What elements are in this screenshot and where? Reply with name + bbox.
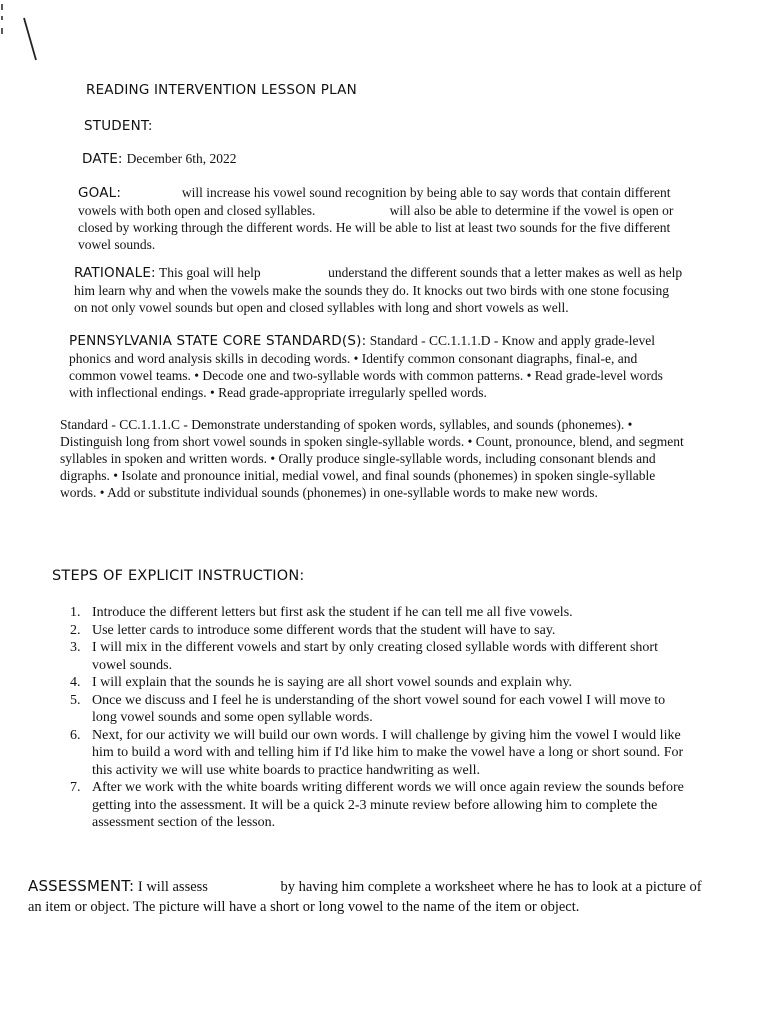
goal-text-2: will also be able to determine if the vowel is open or closed by working through the different words. He will be able to list at least two sounds for the five different vowel sounds. [78, 203, 674, 252]
rationale-section [74, 264, 684, 316]
goal-text-1: will increase his vowel sound recognition by being able to say words that contain different vowels with both open and closed syllables. [78, 185, 671, 218]
step-number: 5. [70, 692, 81, 708]
rationale-name-redacted: _________ [263, 265, 325, 280]
step-item [52, 692, 692, 727]
step-text: Once we discuss and I feel he is understanding of the short vowel sound for each vowel I will move to long vowel sounds and some open syllable words. [92, 692, 666, 725]
step-text: Use letter cards to introduce some different words that the student will have to say. [92, 622, 556, 638]
standards-label: PENNSYLVANIA STATE CORE STANDARD(S): [69, 333, 367, 349]
step-number: 7. [70, 780, 81, 795]
step-text: I will mix in the different vowels and start by only creating closed syllable words with different short vowel sounds. [92, 640, 658, 673]
assessment-section [28, 876, 708, 917]
step-number: 2. [70, 622, 81, 638]
step-item [52, 727, 692, 780]
step-item [52, 674, 692, 692]
step-number: 1. [70, 605, 81, 620]
assessment-label: ASSESSMENT: [28, 877, 135, 895]
rationale-label: RATIONALE: [74, 265, 156, 281]
student-line [84, 118, 227, 134]
goal-section [78, 184, 678, 253]
assessment-name-redacted: _________ [211, 879, 277, 895]
date-label: DATE: [82, 151, 123, 167]
assessment-text-1: I will assess [137, 879, 208, 895]
step-text: Introduce the different letters but first ask the student if he can tell me all five vowels. [92, 605, 573, 620]
step-item [52, 622, 692, 640]
step-text: Next, for our activity we will build our own words. I will challenge by giving him the vowel I would like him to build a word with and telling him if I'd like him to make the vowel have a long or short sound. For this activity we will use white boards to practice handwriting as well. [92, 727, 684, 778]
standard-2-text: Standard - CC.1.1.1.C - Demonstrate understanding of spoken words, syllables, and sounds (phonemes). • Distinguish long from short vowel sounds in spoken single-syllable words. • Count, pronounce, blend, and segment syllables in spoken and written words. • Orally produce single-syllable words, including consonant blends and digraphs. • Isolate and pronounce initial, medial vowel, and final sounds (phonemes) in spoken single-syllable words. • Add or substitute individual sounds (phonemes) in one-syllable words to make new words. [60, 417, 684, 500]
step-number: 4. [70, 675, 81, 690]
step-text: I will explain that the sounds he is saying are all short vowel sounds and explain why. [92, 675, 573, 690]
rationale-text-1: This goal will help [158, 265, 261, 280]
date-line [82, 150, 237, 168]
steps-list [52, 604, 692, 832]
goal-name-redacted: ________ [124, 185, 179, 200]
steps-heading: STEPS OF EXPLICIT INSTRUCTION: [52, 568, 305, 584]
document-title: READING INTERVENTION LESSON PLAN [86, 82, 357, 98]
assessment-text-2: by having him complete a worksheet where he has to look at a picture of an item or object. The picture will have a short or long vowel to the name of the item or object. [28, 879, 702, 915]
student-name-redacted: __________ [157, 118, 227, 134]
step-item [52, 604, 692, 622]
step-text: After we work with the white boards writing different words we will once again review the sounds before getting into the assessment. It will be a quick 2-3 minute review before allowing him to complete the assessment section of the lesson. [92, 780, 684, 830]
step-number: 6. [70, 727, 81, 743]
standards-section [69, 332, 684, 401]
goal-label: GOAL: [78, 185, 122, 201]
step-number: 3. [70, 640, 81, 655]
step-item [52, 779, 692, 832]
standard-1-text: Standard - CC.1.1.1.D - Know and apply grade-level phonics and word analysis skills in decoding words. • Identify common consonant diagraphs, final-e, and common vowel teams. • Decode one and two-syllable words with common patterns. • Read grade-level words with inflectional endings. • Read grade-appropriate irregularly spelled words. [69, 333, 663, 400]
goal-name-redacted-2: __________ [318, 203, 387, 218]
student-label: STUDENT: [84, 118, 153, 134]
scan-artifact-marks [0, 0, 40, 64]
step-item [52, 639, 692, 674]
rationale-text-2: understand the different sounds that a letter makes as well as help him learn why and when the vowels make the sounds they do. It knocks out two birds with one stone focusing on not only vowel sounds but open and closed syllables with long and short vowels as well. [74, 265, 683, 315]
date-value: December 6th, 2022 [126, 151, 237, 166]
